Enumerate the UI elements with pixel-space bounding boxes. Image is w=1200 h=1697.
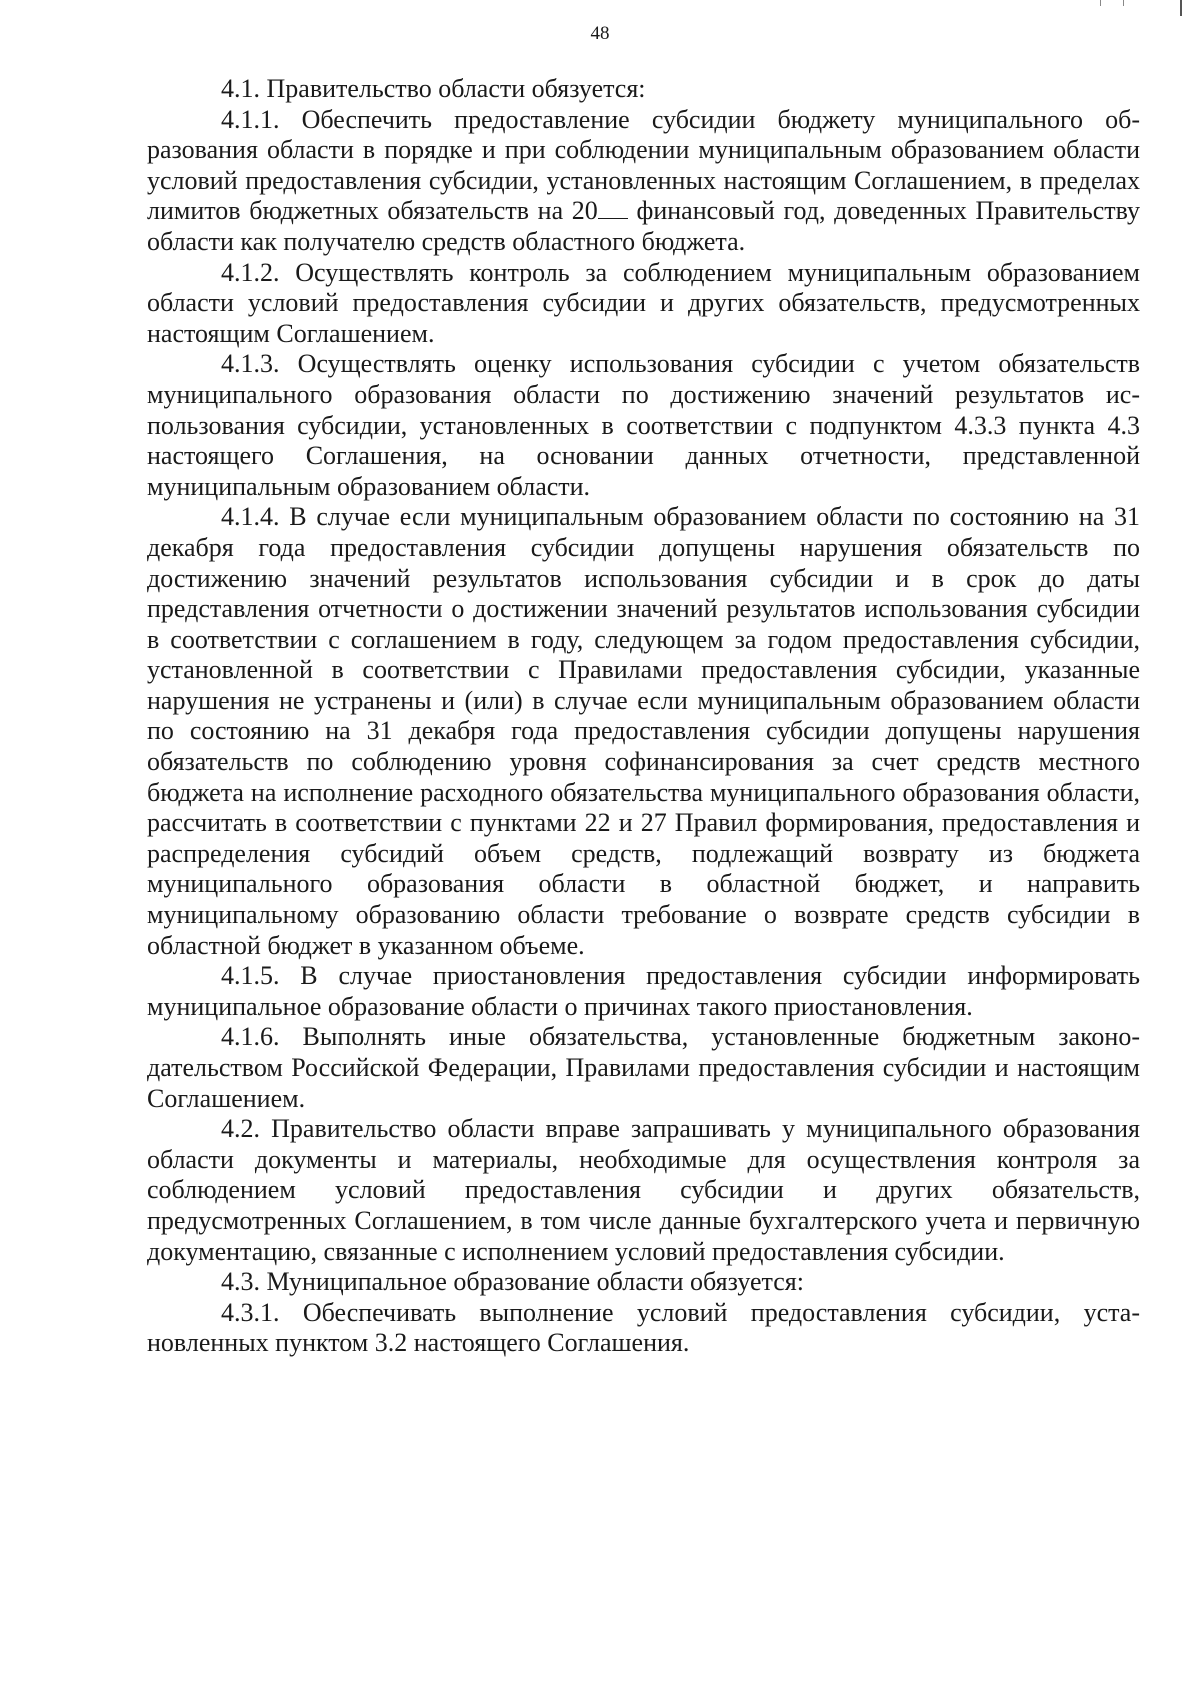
document-body <box>147 74 1140 1359</box>
paragraph-4-1-6: 4.1.6. Выполнять иные обязательства, установленные бюджетным законодательством Российской Федерации, Правилами предоставления субсидии и настоящим Соглашением. <box>147 1022 1140 1113</box>
paragraph-4-1-3: 4.1.3. Осуществлять оценку использования субсидии с учетом обязательств муниципального образования области по достижению значений результатов использования субсидии, установленных в соответствии с подпунктом 4.3.3 пункта 4.3 настоящего Соглашения, на основании данных отчетности, представленной муниципальным образованием области. <box>147 349 1140 501</box>
paragraph-4-1-5: 4.1.5. В случае приостановления предоставления субсидии информировать муниципальное образование области о причинах такого приостановления. <box>147 961 1140 1021</box>
year-blank-line <box>598 198 628 219</box>
paragraph-4-1-4: 4.1.4. В случае если муниципальным образованием области по состоянию на 31 декабря года предоставления субсидии допущены нарушения обязательств по достижению значений результатов использования субсидии и в срок до даты представления отчетности о достижении значений результатов использования субсидии в соответствии с соглашением в году, следующем за годом предоставления субсидии, установленной в соответствии с Правилами предоставления субсидии, указанные нарушения не устранены и (или) в случае если муниципальным образованием области по состоянию на 31 декабря года предоставления субсидии допущены нарушения обязательств по соблюдению уровня софинансирования за счет средств местного бюджета на исполнение расходного обязательства муниципального образования области, рассчитать в соответствии с пунктами 22 и 27 Правил формирования, предоставления и распределения субсидий объем средств, подлежащий возврату из бюджета муниципального образования области в областной бюджет, и направить муниципальному образованию области требование о возврате средств субсидии в областной бюджет в указанном объеме. <box>147 502 1140 960</box>
paragraph-text: финансовый год, доведенных Правительству области как получателю средств областного бюджета. <box>147 196 1140 256</box>
scan-edge-mark <box>1180 0 1182 16</box>
paragraph-4-2: 4.2. Правительство области вправе запрашивать у муниципального образования области документы и материалы, необходимые для осуществления контроля за соблюдением условий предоставления субсидии и других обязательств, предусмотренных Соглашением, в том числе данные бухгалтерского учета и первичную документацию, связанные с исполнением условий предоставления субсидии. <box>147 1114 1140 1266</box>
paragraph-4-3: 4.3. Муниципальное образование области обязуется: <box>221 1267 804 1297</box>
page-number: 48 <box>590 23 610 44</box>
paragraph-4-1-1 <box>147 105 1140 258</box>
scan-edge-mark <box>1100 0 1124 6</box>
paragraph-4-1-2: 4.1.2. Осуществлять контроль за соблюдением муниципальным образованием области условий предоставления субсидии и других обязательств, предусмотренных настоящим Соглашением. <box>147 257 1140 348</box>
paragraph-4-3-1: 4.3.1. Обеспечивать выполнение условий предоставления субсидии, установленных пунктом 3.2 настоящего Соглашения. <box>147 1297 1140 1358</box>
paragraph-4-1: 4.1. Правительство области обязуется: <box>221 74 646 103</box>
paragraph-text: 4.1.1. Обеспечить предоставление субсидии бюджету муниципального образования области в порядке и при соблюдении муниципальным образованием области условий предоставления субсидии, установленных настоящим Соглашением, в пределах лимитов бюджетных обязательств на 20 <box>147 104 1140 226</box>
